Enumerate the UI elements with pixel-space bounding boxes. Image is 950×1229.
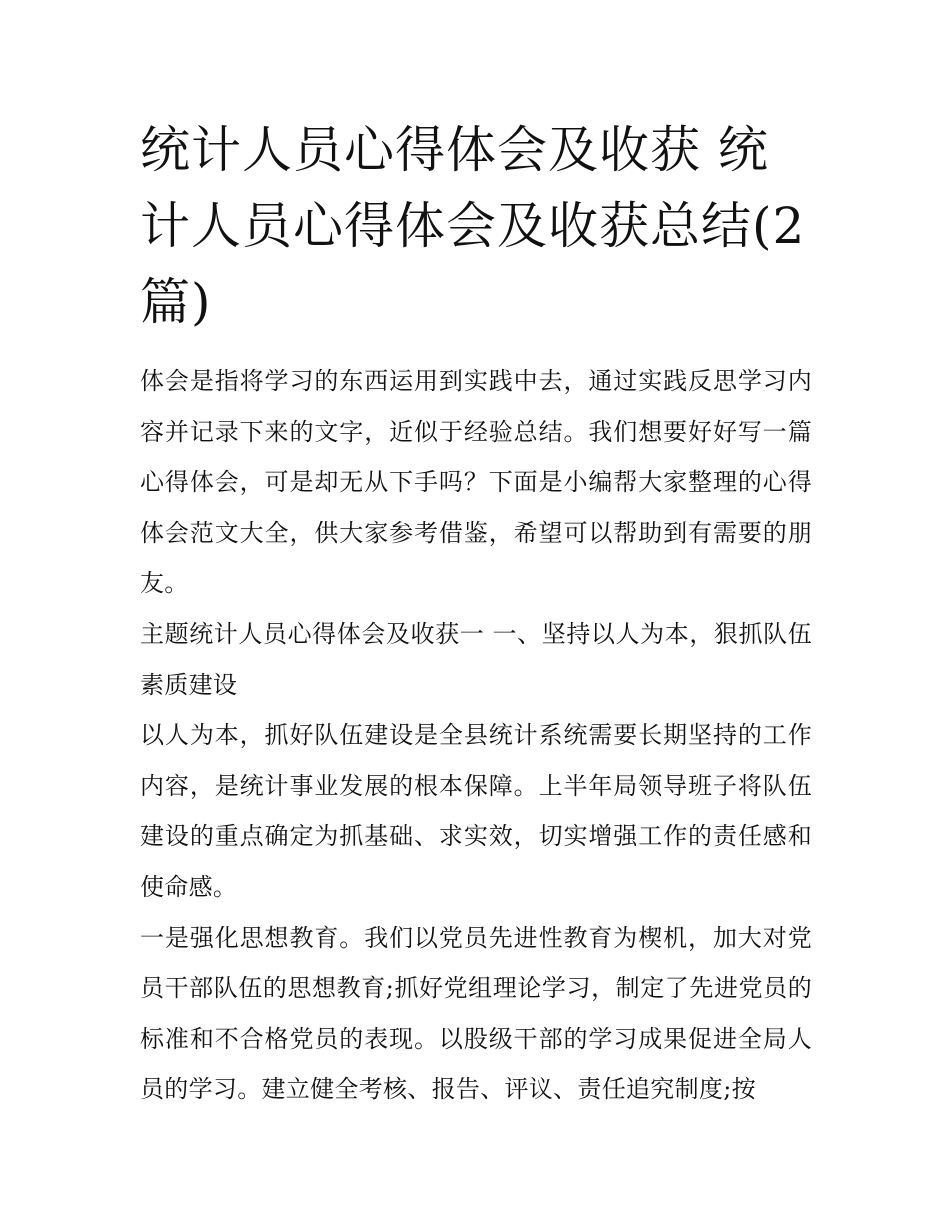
document-body (140, 356, 812, 1115)
document-page (140, 112, 812, 1115)
section-heading-paragraph: 主题统计人员心得体会及收获一 一、坚持以人为本，狠抓队伍素质建设 (140, 619, 812, 699)
intro-paragraph: 体会是指将学习的东西运用到实践中去，通过实践反思学习内容并记录下来的文字，近似于经验总结。我们想要好好写一篇心得体会，可是却无从下手吗？下面是小编帮大家整理的心得体会范文大全，供大家参考借鉴，希望可以帮助到有需要的朋友。 (140, 367, 812, 598)
document-title: 统计人员心得体会及收获 统计人员心得体会及收获总结(2篇) (140, 121, 806, 331)
body-paragraph: 一是强化思想教育。我们以党员先进性教育为楔机，加大对党员干部队伍的思想教育;抓好党组理论学习，制定了先进党员的标准和不合格党员的表现。以股级干部的学习成果促进全局人员的学习。建立健全考核、报告、评议、责任追究制度;按 (140, 923, 812, 1104)
body-paragraph: 以人为本，抓好队伍建设是全县统计系统需要长期坚持的工作内容，是统计事业发展的根本保障。上半年局领导班子将队伍建设的重点确定为抓基础、求实效，切实增强工作的责任感和使命感。 (140, 721, 812, 901)
